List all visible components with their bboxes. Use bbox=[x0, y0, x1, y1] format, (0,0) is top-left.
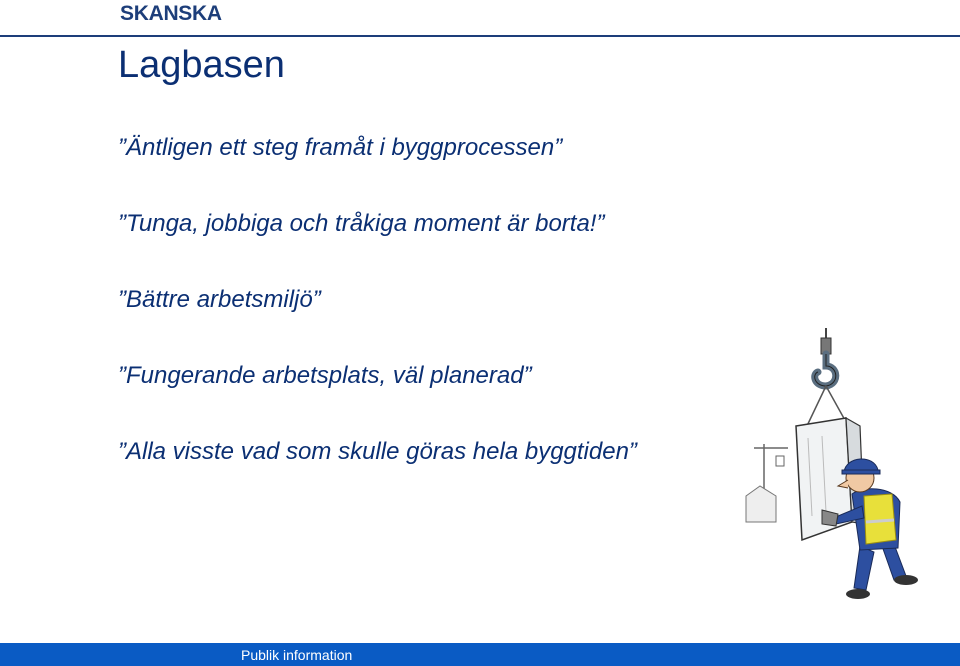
quote-item: ”Äntligen ett steg framåt i byggprocessen” bbox=[118, 134, 563, 161]
quote-item: ”Fungerande arbetsplats, väl planerad” bbox=[118, 362, 532, 389]
quote-item: ”Bättre arbetsmiljö” bbox=[118, 286, 321, 313]
skanska-logo: SKANSKA bbox=[120, 2, 222, 25]
quote-list bbox=[118, 130, 637, 510]
footer-bar bbox=[0, 643, 960, 666]
quote-item: ”Tunga, jobbiga och tråkiga moment är borta!” bbox=[118, 210, 605, 237]
footer-classification: Publik information bbox=[241, 647, 353, 663]
slide-title: Lagbasen bbox=[118, 44, 285, 86]
construction-worker-crane-hook-icon bbox=[742, 326, 930, 608]
quote-item: ”Alla visste vad som skulle göras hela byggtiden” bbox=[118, 438, 637, 465]
header-divider bbox=[0, 35, 960, 37]
